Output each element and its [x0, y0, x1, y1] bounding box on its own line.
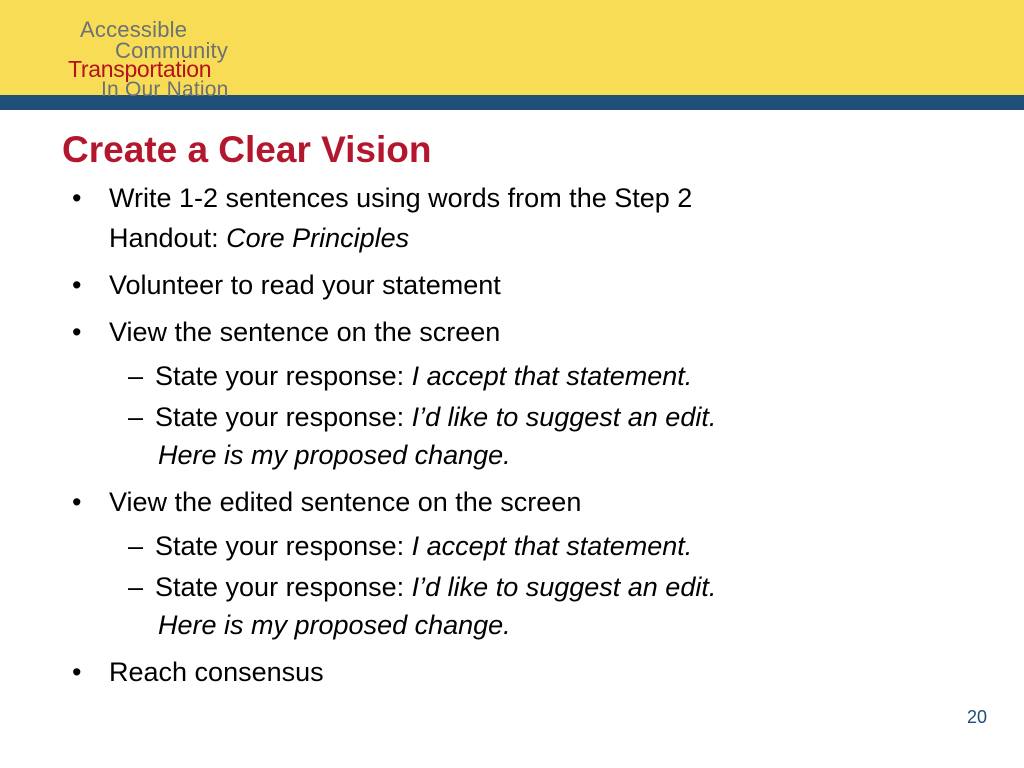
bullet-3-text: View the sentence on the screen — [109, 317, 501, 347]
bullet-marker: • — [72, 317, 82, 347]
bullet-3-sub-2-line-2 — [158, 439, 511, 471]
logo-line-accessible: Accessible — [80, 17, 188, 42]
bullet-4-sub-1-italic: I accept that statement. — [411, 531, 693, 561]
sub-bullet-marker: – — [128, 572, 144, 602]
bullet-3-line-1 — [109, 316, 500, 348]
bullet-4-text: View the edited sentence on the screen — [109, 487, 582, 517]
bullet-3-sub-2-text: State your response: — [155, 402, 412, 432]
sub-bullet-marker: – — [128, 531, 144, 561]
bullet-1-text: Write 1-2 sentences using words from the Step 2 — [109, 183, 693, 213]
bullet-1-handout-title: Core Principles — [226, 223, 410, 253]
bullet-3-sub-1-text: State your response: — [155, 361, 412, 391]
bullet-3-sub-2-line-1 — [155, 401, 716, 433]
bullet-4-line-1 — [109, 486, 581, 518]
bullet-5-text: Reach consensus — [109, 657, 324, 687]
bullet-1-line-2 — [109, 222, 409, 254]
bullet-3-sub-2-continuation: Here is my proposed change. — [158, 440, 511, 470]
bullet-4-sub-2-line-2 — [158, 609, 511, 641]
logo-line-transportation: Transportation — [68, 56, 212, 82]
sub-bullet-marker: – — [128, 402, 144, 432]
bullet-marker: • — [72, 487, 82, 517]
bullet-4-sub-2-italic: I’d like to suggest an edit. — [411, 572, 717, 602]
bullet-4-sub-2-line-1 — [155, 571, 716, 603]
bullet-4-sub-1 — [155, 530, 692, 562]
bullet-1-line-1 — [109, 182, 692, 214]
bullet-2-line-1 — [109, 269, 501, 301]
bullet-3-sub-1-italic: I accept that statement. — [411, 361, 693, 391]
bullet-3-sub-2-italic: I’d like to suggest an edit. — [411, 402, 717, 432]
logo-line-community: Community — [115, 38, 229, 63]
bullet-4-sub-1-text: State your response: — [155, 531, 412, 561]
logo-line-nation: In Our Nation — [101, 78, 229, 101]
page-number: 20 — [966, 707, 987, 727]
bullet-5-line-1 — [109, 656, 324, 688]
bullet-marker: • — [72, 270, 82, 300]
slide-title: Create a Clear Vision — [62, 129, 432, 170]
bullet-marker: • — [72, 183, 82, 213]
bullet-4-sub-2-text: State your response: — [155, 572, 412, 602]
bullet-3-sub-1 — [155, 360, 692, 392]
bullet-4-sub-2-continuation: Here is my proposed change. — [158, 610, 511, 640]
bullet-1-handout-text: Handout: — [109, 223, 227, 253]
sub-bullet-marker: – — [128, 361, 144, 391]
bullet-marker: • — [72, 657, 82, 687]
bullet-2-text: Volunteer to read your statement — [109, 270, 501, 300]
